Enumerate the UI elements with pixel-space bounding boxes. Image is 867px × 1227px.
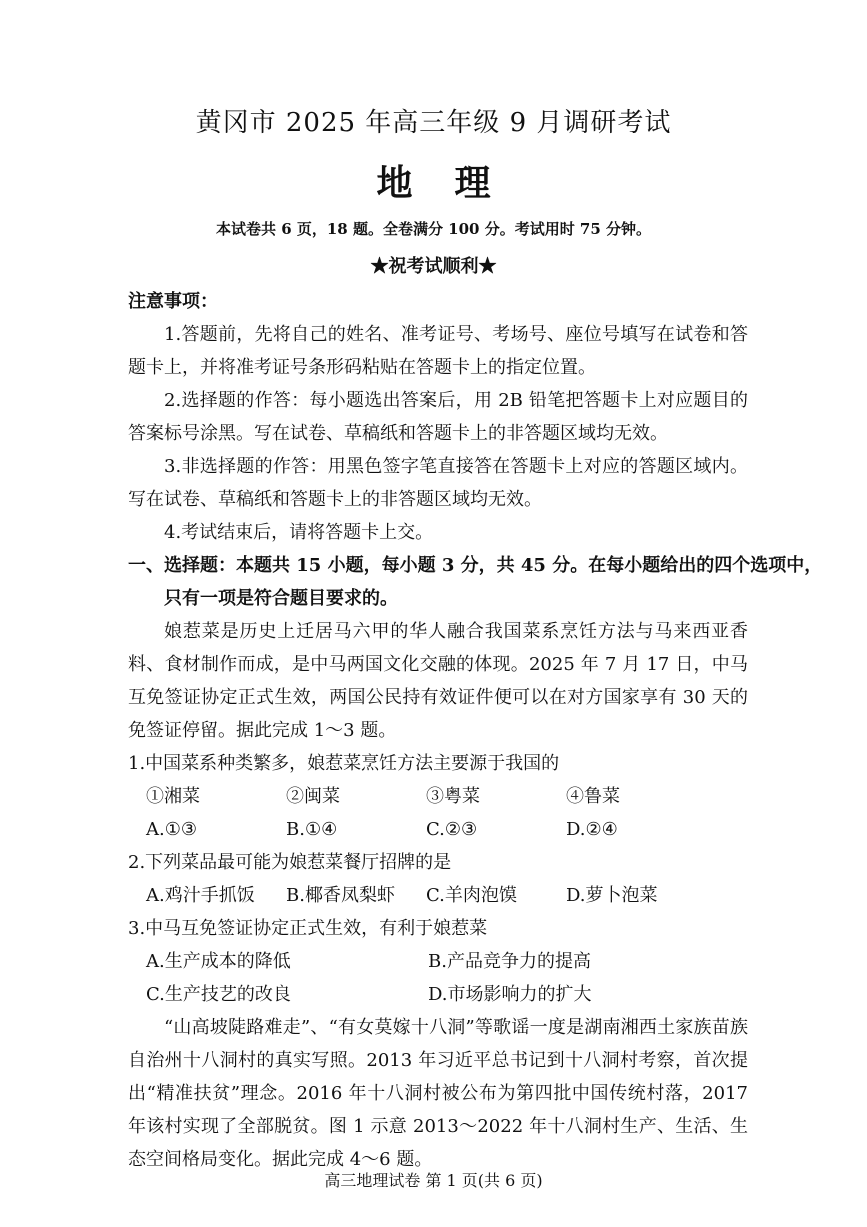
- notice-heading: 注意事项：: [128, 291, 218, 312]
- notice-item-1: 1.答题前，先将自己的姓名、准考证号、考场号、座位号填写在试卷和答题卡上，并将准考证号条形码粘贴在答题卡上的指定位置。: [128, 324, 748, 378]
- question-3-option-a: A.生产成本的降低: [146, 951, 291, 972]
- question-2-option-d: D.萝卜泡菜: [566, 885, 658, 906]
- question-2-options: [128, 879, 748, 912]
- question-3-option-b: B.产品竞争力的提高: [428, 951, 591, 972]
- exam-body: [128, 285, 823, 1176]
- question-1-items: [128, 780, 748, 813]
- question-2-option-a: A.鸡汁手抓饭: [146, 885, 255, 906]
- passage-niangre: 娘惹菜是历史上迁居马六甲的华人融合我国菜系烹饪方法与马来西亚香料、食材制作而成，是中马两国文化交融的体现。2025 年 7 月 17 日，中马互免签证协定正式生效，两国公民持有效证件便可以在对方国家享有 30 天的免签证停留。据此完成 1～3 题。: [128, 621, 748, 741]
- question-1-option-a: A.①③: [146, 819, 197, 840]
- question-2-option-c: C.羊肉泡馍: [426, 885, 517, 906]
- notice-item-3: 3.非选择题的作答：用黑色签字笔直接答在答题卡上对应的答题区域内。写在试卷、草稿纸和答题卡上的非答题区域均无效。: [128, 456, 748, 510]
- question-1-option-c: C.②③: [426, 819, 478, 840]
- good-luck-banner: ★祝考试顺利★: [370, 256, 497, 277]
- section-heading-cont: 只有一项是符合题目要求的。: [164, 588, 398, 609]
- question-3-options-row2: [128, 978, 748, 1011]
- question-1-item: ③粤菜: [426, 786, 480, 807]
- question-2-option-b: B.椰香凤梨虾: [286, 885, 395, 906]
- question-3-option-c: C.生产技艺的改良: [146, 984, 291, 1005]
- notice-item-4: 4.考试结束后，请将答题卡上交。: [164, 522, 434, 543]
- subject-title: 地理: [376, 162, 533, 204]
- question-1-option-b: B.①④: [286, 819, 338, 840]
- question-1-stem: 1.中国菜系种类繁多，娘惹菜烹饪方法主要源于我国的: [128, 753, 560, 774]
- question-1-item: ④鲁菜: [566, 786, 620, 807]
- passage-shibadong: “山高坡陡路难走”、“有女莫嫁十八洞”等歌谣一度是湖南湘西土家族苗族自治州十八洞村的真实写照。2013 年习近平总书记到十八洞村考察，首次提出“精准扶贫”理念。2016 年十八洞村被公布为第四批中国传统村落，2017 年该村实现了全部脱贫。图 1 示意 2013～2022 年十八洞村生产、生活、生态空间格局变化。据此完成 4～6 题。: [128, 1017, 748, 1170]
- section-heading: 一、选择题：本题共 15 小题，每小题 3 分，共 45 分。在每小题给出的四个选项中，: [128, 555, 823, 576]
- question-1-option-d: D.②④: [566, 819, 618, 840]
- question-3-stem: 3.中马互免签证协定正式生效，有利于娘惹菜: [128, 918, 488, 939]
- exam-info: 本试卷共 6 页，18 题。全卷满分 100 分。考试用时 75 分钟。: [215, 220, 652, 238]
- notice-item-2: 2.选择题的作答：每小题选出答案后，用 2B 铅笔把答题卡上对应题目的答案标号涂黑。写在试卷、草稿纸和答题卡上的非答题区域均无效。: [128, 390, 748, 444]
- question-1-item: ②闽菜: [286, 786, 340, 807]
- question-3-option-d: D.市场影响力的扩大: [428, 984, 592, 1005]
- question-3-options-row1: [128, 945, 748, 978]
- question-1-options: [128, 813, 748, 846]
- page-footer: 高三地理试卷 第 1 页(共 6 页): [324, 1171, 543, 1190]
- question-1-item: ①湘菜: [146, 786, 200, 807]
- question-2-stem: 2.下列菜品最可能为娘惹菜餐厅招牌的是: [128, 852, 452, 873]
- exam-title: 黄冈市 2025 年高三年级 9 月调研考试: [195, 108, 672, 138]
